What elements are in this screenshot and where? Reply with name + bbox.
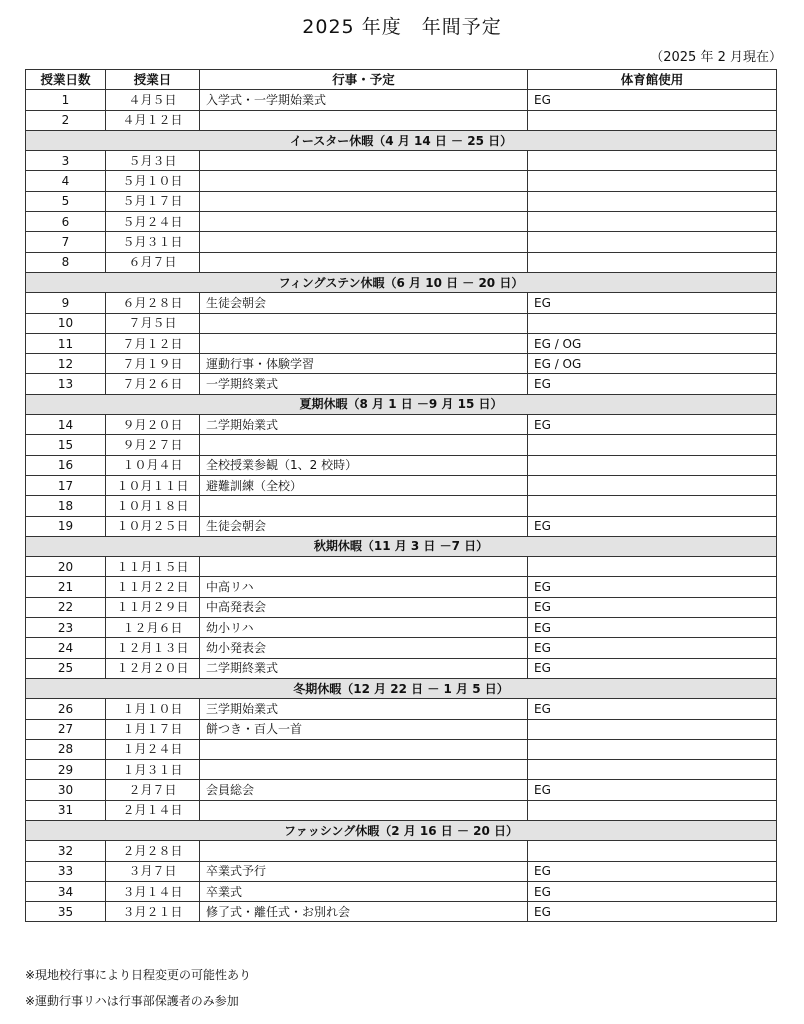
- table-row: [26, 90, 777, 110]
- class-day-number: 14: [26, 415, 106, 435]
- class-day-number: 24: [26, 638, 106, 658]
- class-day-number: 30: [26, 780, 106, 800]
- class-day-number: 19: [26, 516, 106, 536]
- class-date: ５月１７日: [106, 191, 200, 211]
- table-row: [26, 333, 777, 353]
- class-day-number: 25: [26, 658, 106, 678]
- table-row: [26, 557, 777, 577]
- event-cell: 修了式・離任式・お別れ会: [200, 902, 528, 922]
- gym-use-cell: [528, 435, 777, 455]
- class-date: ３月１４日: [106, 881, 200, 901]
- holiday-row: [26, 394, 777, 414]
- class-date: １０月４日: [106, 455, 200, 475]
- class-day-number: 32: [26, 841, 106, 861]
- class-day-number: 13: [26, 374, 106, 394]
- gym-use-cell: EG: [528, 881, 777, 901]
- table-row: [26, 861, 777, 881]
- table-row: [26, 739, 777, 759]
- gym-use-cell: [528, 232, 777, 252]
- gym-use-cell: EG: [528, 861, 777, 881]
- gym-use-cell: [528, 171, 777, 191]
- gym-use-cell: [528, 110, 777, 130]
- table-body: [26, 90, 777, 922]
- holiday-label: 夏期休暇（8 月 1 日 －9 月 15 日）: [26, 394, 777, 414]
- class-date: １１月２９日: [106, 597, 200, 617]
- event-cell: 生徒会朝会: [200, 293, 528, 313]
- gym-use-cell: [528, 475, 777, 495]
- event-cell: [200, 232, 528, 252]
- gym-use-cell: EG: [528, 658, 777, 678]
- event-cell: 三学期始業式: [200, 699, 528, 719]
- class-day-number: 11: [26, 333, 106, 353]
- gym-use-cell: [528, 557, 777, 577]
- event-cell: [200, 496, 528, 516]
- class-date: ４月１２日: [106, 110, 200, 130]
- class-day-number: 35: [26, 902, 106, 922]
- event-cell: [200, 191, 528, 211]
- event-cell: 卒業式予行: [200, 861, 528, 881]
- table-row: [26, 800, 777, 820]
- class-day-number: 3: [26, 151, 106, 171]
- class-day-number: 10: [26, 313, 106, 333]
- class-date: ３月７日: [106, 861, 200, 881]
- event-cell: 避難訓練（全校）: [200, 475, 528, 495]
- class-date: ５月３日: [106, 151, 200, 171]
- class-date: ３月２１日: [106, 902, 200, 922]
- class-date: １２月６日: [106, 618, 200, 638]
- gym-use-cell: EG: [528, 577, 777, 597]
- table-row: [26, 232, 777, 252]
- table-row: [26, 191, 777, 211]
- table-row: [26, 212, 777, 232]
- class-day-number: 6: [26, 212, 106, 232]
- page-title: 2025 年度 年間予定: [302, 16, 502, 38]
- event-cell: 二学期始業式: [200, 415, 528, 435]
- table-row: [26, 618, 777, 638]
- class-date: １１月１５日: [106, 557, 200, 577]
- header-event: 行事・予定: [200, 70, 528, 90]
- holiday-row: [26, 820, 777, 840]
- event-cell: [200, 333, 528, 353]
- table-row: [26, 374, 777, 394]
- class-day-number: 33: [26, 861, 106, 881]
- table-row: [26, 638, 777, 658]
- class-date: ９月２０日: [106, 415, 200, 435]
- table-row: [26, 354, 777, 374]
- class-day-number: 15: [26, 435, 106, 455]
- class-date: ５月２４日: [106, 212, 200, 232]
- gym-use-cell: EG / OG: [528, 333, 777, 353]
- gym-use-cell: EG: [528, 902, 777, 922]
- table-row: [26, 719, 777, 739]
- class-date: ７月５日: [106, 313, 200, 333]
- holiday-label: 冬期休暇（12 月 22 日 － 1 月 5 日）: [26, 678, 777, 698]
- header-class-date: 授業日: [106, 70, 200, 90]
- event-cell: 一学期終業式: [200, 374, 528, 394]
- class-day-number: 29: [26, 760, 106, 780]
- table-row: [26, 577, 777, 597]
- table-header-row: [26, 70, 777, 90]
- table-row: [26, 760, 777, 780]
- class-date: ５月１０日: [106, 171, 200, 191]
- class-day-number: 7: [26, 232, 106, 252]
- event-cell: 会員総会: [200, 780, 528, 800]
- event-cell: 餅つき・百人一首: [200, 719, 528, 739]
- class-day-number: 9: [26, 293, 106, 313]
- table-row: [26, 151, 777, 171]
- class-day-number: 31: [26, 800, 106, 820]
- class-day-number: 12: [26, 354, 106, 374]
- class-day-number: 26: [26, 699, 106, 719]
- class-day-number: 8: [26, 252, 106, 272]
- table-row: [26, 293, 777, 313]
- holiday-label: フィングステン休暇（6 月 10 日 － 20 日）: [26, 272, 777, 292]
- event-cell: [200, 151, 528, 171]
- table-row: [26, 475, 777, 495]
- holiday-label: 秋期休暇（11 月 3 日 －7 日）: [26, 536, 777, 556]
- gym-use-cell: [528, 212, 777, 232]
- event-cell: [200, 739, 528, 759]
- event-cell: 生徒会朝会: [200, 516, 528, 536]
- table-row: [26, 313, 777, 333]
- note-item: ※現地校行事により日程変更の可能性あり: [25, 968, 252, 982]
- event-cell: 中高発表会: [200, 597, 528, 617]
- header-class-day-count: 授業日数: [26, 70, 106, 90]
- holiday-row: [26, 130, 777, 150]
- class-date: ４月５日: [106, 90, 200, 110]
- gym-use-cell: EG: [528, 638, 777, 658]
- event-cell: [200, 252, 528, 272]
- class-date: １０月２５日: [106, 516, 200, 536]
- table-row: [26, 171, 777, 191]
- table-row: [26, 597, 777, 617]
- notes: [25, 962, 251, 1014]
- class-day-number: 5: [26, 191, 106, 211]
- table-row: [26, 902, 777, 922]
- class-date: ７月１９日: [106, 354, 200, 374]
- class-date: １月１７日: [106, 719, 200, 739]
- gym-use-cell: [528, 496, 777, 516]
- class-date: １月３１日: [106, 760, 200, 780]
- class-date: １月１０日: [106, 699, 200, 719]
- class-day-number: 27: [26, 719, 106, 739]
- event-cell: 幼小リハ: [200, 618, 528, 638]
- event-cell: 中高リハ: [200, 577, 528, 597]
- gym-use-cell: EG: [528, 618, 777, 638]
- note-item: ※運動行事リハは行事部保護者のみ参加: [25, 994, 239, 1008]
- gym-use-cell: [528, 800, 777, 820]
- gym-use-cell: EG: [528, 374, 777, 394]
- event-cell: [200, 110, 528, 130]
- class-day-number: 4: [26, 171, 106, 191]
- holiday-label: イースター休暇（4 月 14 日 － 25 日）: [26, 130, 777, 150]
- gym-use-cell: EG / OG: [528, 354, 777, 374]
- class-day-number: 1: [26, 90, 106, 110]
- header-gym-use: 体育館使用: [528, 70, 777, 90]
- table-row: [26, 496, 777, 516]
- class-day-number: 20: [26, 557, 106, 577]
- event-cell: [200, 557, 528, 577]
- class-day-number: 21: [26, 577, 106, 597]
- gym-use-cell: EG: [528, 90, 777, 110]
- event-cell: [200, 800, 528, 820]
- gym-use-cell: [528, 252, 777, 272]
- gym-use-cell: EG: [528, 293, 777, 313]
- gym-use-cell: [528, 191, 777, 211]
- class-date: ７月２６日: [106, 374, 200, 394]
- gym-use-cell: [528, 455, 777, 475]
- class-date: ５月３１日: [106, 232, 200, 252]
- gym-use-cell: EG: [528, 780, 777, 800]
- event-cell: 全校授業参観（1、2 校時）: [200, 455, 528, 475]
- event-cell: [200, 435, 528, 455]
- class-date: １２月１３日: [106, 638, 200, 658]
- table-row: [26, 881, 777, 901]
- class-day-number: 16: [26, 455, 106, 475]
- class-day-number: 22: [26, 597, 106, 617]
- gym-use-cell: EG: [528, 415, 777, 435]
- class-day-number: 23: [26, 618, 106, 638]
- gym-use-cell: [528, 739, 777, 759]
- table-row: [26, 699, 777, 719]
- class-date: ２月２８日: [106, 841, 200, 861]
- event-cell: [200, 313, 528, 333]
- table-row: [26, 516, 777, 536]
- table-row: [26, 110, 777, 130]
- class-date: ９月２７日: [106, 435, 200, 455]
- event-cell: [200, 171, 528, 191]
- gym-use-cell: EG: [528, 699, 777, 719]
- event-cell: 幼小発表会: [200, 638, 528, 658]
- class-date: １０月１１日: [106, 475, 200, 495]
- holiday-row: [26, 272, 777, 292]
- gym-use-cell: [528, 841, 777, 861]
- holiday-label: ファッシング休暇（2 月 16 日 － 20 日）: [26, 820, 777, 840]
- class-day-number: 28: [26, 739, 106, 759]
- class-date: １月２４日: [106, 739, 200, 759]
- gym-use-cell: [528, 313, 777, 333]
- event-cell: 二学期終業式: [200, 658, 528, 678]
- table-row: [26, 780, 777, 800]
- class-date: １２月２０日: [106, 658, 200, 678]
- event-cell: 卒業式: [200, 881, 528, 901]
- class-date: ２月７日: [106, 780, 200, 800]
- event-cell: [200, 841, 528, 861]
- class-date: １１月２２日: [106, 577, 200, 597]
- as-of-date: （2025 年 2 月現在）: [650, 50, 782, 65]
- event-cell: [200, 212, 528, 232]
- class-date: ６月７日: [106, 252, 200, 272]
- schedule-table: [25, 69, 777, 922]
- class-date: １０月１８日: [106, 496, 200, 516]
- gym-use-cell: [528, 719, 777, 739]
- event-cell: [200, 760, 528, 780]
- table-row: [26, 252, 777, 272]
- holiday-row: [26, 536, 777, 556]
- table-row: [26, 658, 777, 678]
- gym-use-cell: [528, 151, 777, 171]
- class-date: ２月１４日: [106, 800, 200, 820]
- event-cell: 運動行事・体験学習: [200, 354, 528, 374]
- table-row: [26, 415, 777, 435]
- class-day-number: 2: [26, 110, 106, 130]
- event-cell: 入学式・一学期始業式: [200, 90, 528, 110]
- class-date: ７月１２日: [106, 333, 200, 353]
- table-row: [26, 841, 777, 861]
- holiday-row: [26, 678, 777, 698]
- gym-use-cell: [528, 760, 777, 780]
- gym-use-cell: EG: [528, 597, 777, 617]
- class-day-number: 18: [26, 496, 106, 516]
- gym-use-cell: EG: [528, 516, 777, 536]
- class-day-number: 34: [26, 881, 106, 901]
- table-row: [26, 435, 777, 455]
- class-date: ６月２８日: [106, 293, 200, 313]
- table-row: [26, 455, 777, 475]
- class-day-number: 17: [26, 475, 106, 495]
